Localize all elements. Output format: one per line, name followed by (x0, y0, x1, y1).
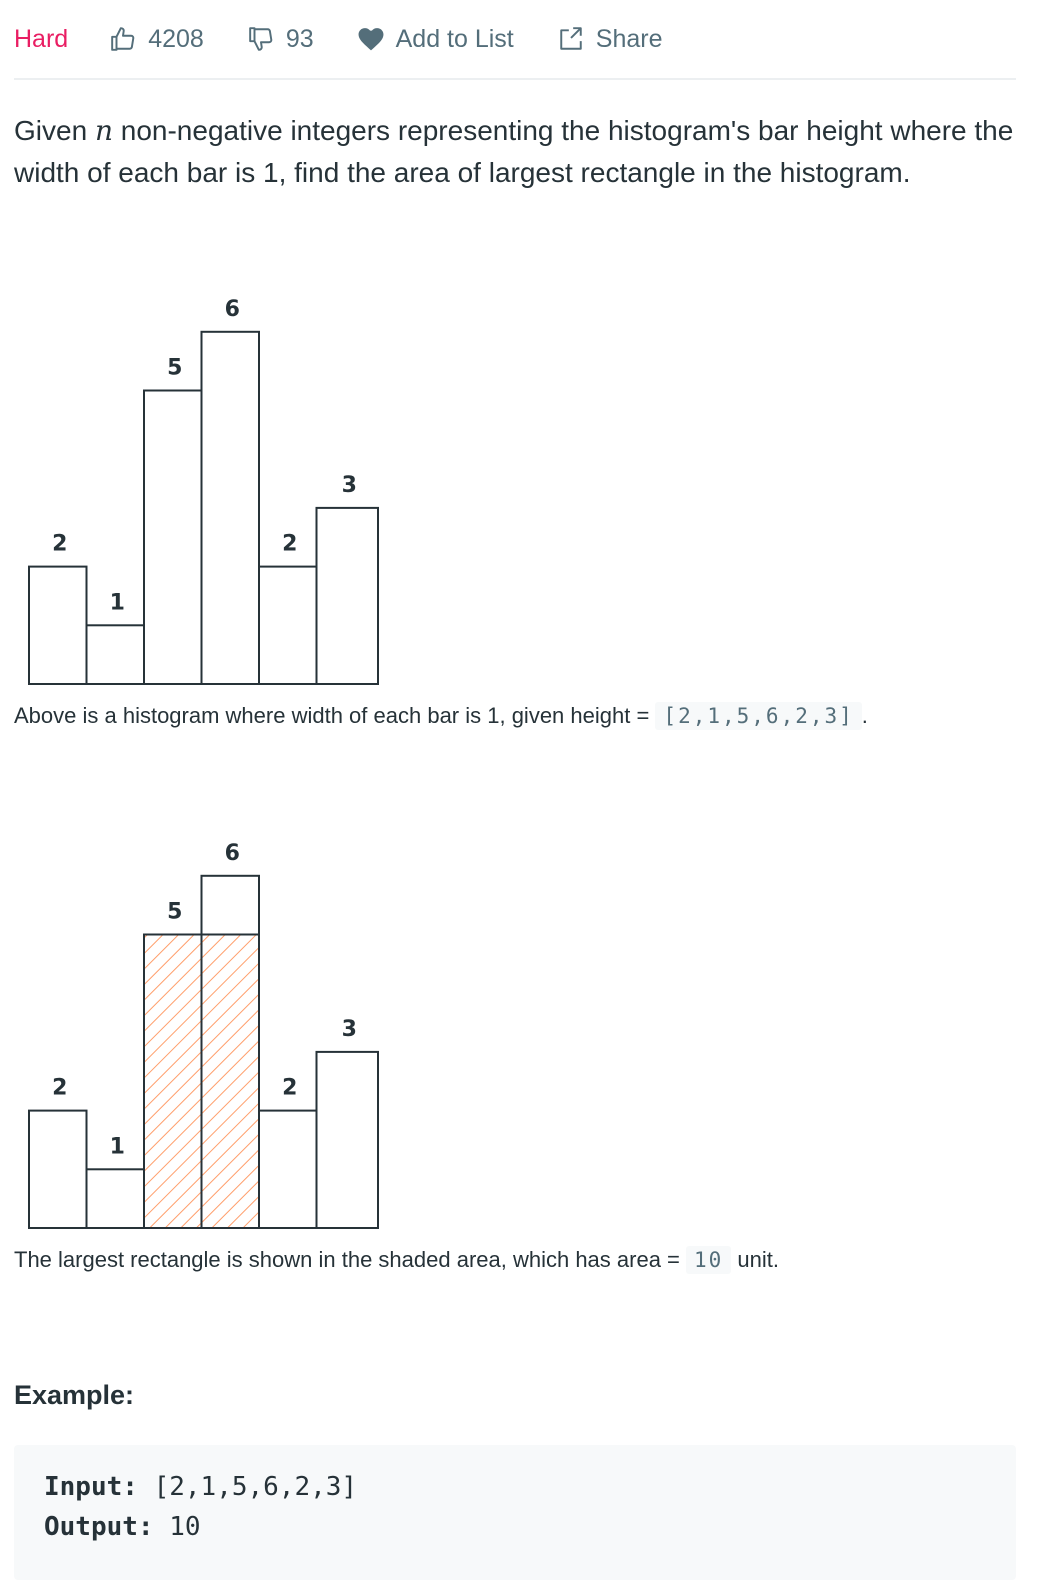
variable-n: n (94, 114, 113, 147)
example-heading: Example: (14, 1380, 135, 1410)
add-to-list-button[interactable] (358, 25, 514, 54)
bar-value-label: 2 (52, 531, 68, 557)
histogram-bar (29, 567, 87, 684)
histogram-bar (87, 625, 145, 684)
heart-icon (358, 27, 384, 51)
histogram-caption: Above is a histogram where width of each bar is 1, given height = [2,1,5,6,2,3] . (14, 703, 868, 728)
histogram-chart (14, 290, 394, 690)
bar-value-label: 1 (109, 590, 125, 616)
histogram-bar (317, 1052, 379, 1228)
bar-value-label: 1 (109, 1134, 125, 1160)
example-input-line: Input: [2,1,5,6,2,3] (44, 1472, 358, 1502)
example-output-line: Output: 10 (44, 1512, 201, 1542)
add-to-list-label: Add to List (395, 24, 514, 53)
bar-value-label: 2 (282, 531, 298, 557)
like-button[interactable] (110, 25, 204, 54)
bar-value-label: 3 (341, 1016, 357, 1042)
problem-description: Given n non-negative integers representing the histogram's bar height where the width of each bar is 1, find the area of largest rectangle in the histogram. (14, 114, 1014, 188)
area-caption: The largest rectangle is shown in the shaded area, which has area = 10 unit. (14, 1247, 780, 1272)
area-value-code: 10 (686, 1246, 731, 1274)
problem-toolbar (14, 0, 1016, 80)
difficulty-badge: Hard (14, 24, 69, 53)
thumbs-up-icon (110, 26, 136, 52)
histogram-bar (87, 1169, 145, 1228)
bar-value-label: 5 (167, 355, 183, 381)
histogram-bar (259, 567, 317, 684)
thumbs-down-icon (248, 26, 274, 52)
share-button[interactable] (558, 25, 663, 54)
bar-value-label: 6 (224, 296, 240, 322)
dislike-button[interactable] (248, 25, 314, 54)
bar-value-label: 2 (52, 1075, 68, 1101)
histogram-bar (202, 332, 260, 684)
histogram-bar (317, 508, 379, 684)
share-icon (558, 26, 584, 52)
like-count: 4208 (148, 24, 204, 53)
histogram-bar (144, 391, 202, 685)
bar-value-label: 3 (341, 472, 357, 498)
histogram-bar (29, 1111, 87, 1228)
largest-rectangle-chart (14, 834, 394, 1234)
height-array-code: [2,1,5,6,2,3] (655, 702, 861, 730)
bar-value-label: 2 (282, 1075, 298, 1101)
histogram-bar (259, 1111, 317, 1228)
share-label: Share (595, 24, 663, 53)
example-code-block (14, 1445, 1016, 1580)
dislike-count: 93 (285, 24, 314, 53)
bar-value-label: 5 (167, 899, 183, 925)
bar-value-label: 6 (224, 840, 240, 866)
